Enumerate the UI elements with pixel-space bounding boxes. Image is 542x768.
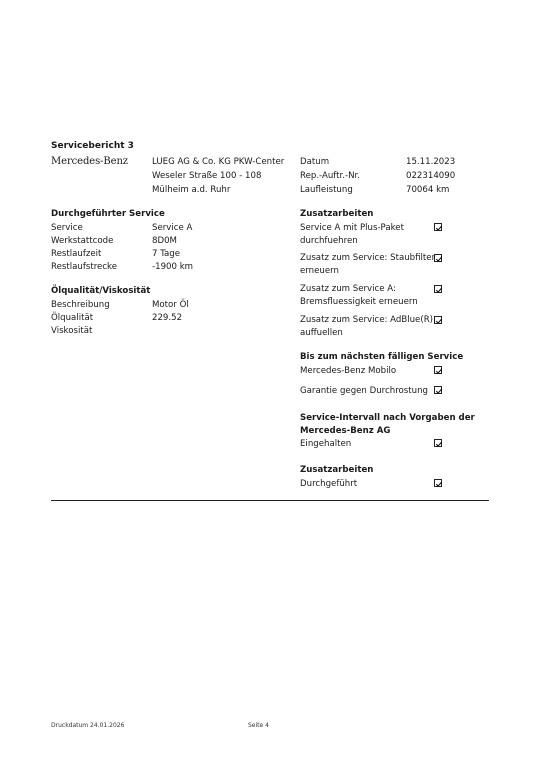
extra-item-checkbox-2[interactable] — [434, 254, 442, 262]
report-title: Servicebericht 3 — [51, 141, 134, 151]
extras2-heading: Zusatzarbeiten — [300, 465, 374, 475]
brand-wordmark: Mercedes-Benz — [51, 156, 128, 167]
remaining-time-label: Restlaufzeit — [51, 249, 102, 259]
extra-item-label-2b: erneuern — [300, 266, 339, 276]
next-service-heading: Bis zum nächsten fälligen Service — [300, 352, 464, 362]
checkmark-icon — [435, 286, 443, 294]
extra-item-label-3b: Bremsfluessigkeit erneuern — [300, 297, 418, 307]
print-date: Druckdatum 24.01.2026 — [51, 722, 125, 729]
remaining-distance-value: -1900 km — [152, 262, 194, 272]
oil-description-label: Beschreibung — [51, 300, 110, 310]
extra-item-checkbox-3[interactable] — [434, 285, 442, 293]
meta-label-mileage: Laufleistung — [300, 185, 353, 195]
checkmark-icon — [435, 480, 443, 488]
extra-item-label-4a: Zusatz zum Service: AdBlue(R) — [300, 315, 434, 325]
extra-item-checkbox-4[interactable] — [434, 316, 442, 324]
extra-item-label-2a: Zusatz zum Service: Staubfilter — [300, 253, 436, 263]
oil-viscosity-label: Viskosität — [51, 326, 93, 336]
checkmark-icon — [435, 387, 443, 395]
extra-item-checkbox-1[interactable] — [434, 223, 442, 231]
remaining-time-value: 7 Tage — [152, 249, 181, 259]
interval-kept-checkbox[interactable] — [434, 439, 442, 447]
service-heading: Durchgeführter Service — [51, 209, 165, 219]
checkmark-icon — [435, 224, 443, 232]
extras-heading: Zusatzarbeiten — [300, 209, 374, 219]
workshop-code-label: Werkstattcode — [51, 236, 114, 246]
service-value: Service A — [152, 223, 193, 233]
extra-item-label-1b: durchfuehren — [300, 236, 358, 246]
extras2-done-label: Durchgeführt — [300, 479, 358, 489]
workshop-code-value: 8D0M — [152, 236, 177, 246]
mobilo-label: Mercedes-Benz Mobilo — [300, 366, 397, 376]
dealer-street: Weseler Straße 100 - 108 — [152, 171, 262, 181]
meta-value-order: 022314090 — [406, 171, 456, 181]
extra-item-label-3a: Zusatz zum Service A: — [300, 284, 396, 294]
interval-heading-line1: Service-Intervall nach Vorgaben der — [300, 413, 475, 423]
rust-guarantee-checkbox[interactable] — [434, 386, 442, 394]
checkmark-icon — [435, 440, 443, 448]
rust-guarantee-label: Garantie gegen Durchrostung — [300, 386, 428, 396]
meta-value-mileage: 70064 km — [406, 185, 450, 195]
checkmark-icon — [435, 317, 443, 325]
extra-item-label-4b: auffuellen — [300, 328, 343, 338]
oil-quality-value: 229.52 — [152, 313, 183, 323]
meta-label-date: Datum — [300, 157, 330, 167]
section-divider — [51, 500, 489, 501]
oil-description-value: Motor Öl — [152, 300, 189, 310]
checkmark-icon — [435, 255, 443, 263]
dealer-city: Mülheim a.d. Ruhr — [152, 185, 231, 195]
oil-heading: Ölqualität/Viskosität — [51, 286, 151, 296]
meta-label-order: Rep.-Auftr.-Nr. — [300, 171, 361, 181]
oil-quality-label: Ölqualität — [51, 313, 94, 323]
mobilo-checkbox[interactable] — [434, 366, 442, 374]
meta-value-date: 15.11.2023 — [406, 157, 456, 167]
page-number: Seite 4 — [248, 722, 269, 729]
service-label: Service — [51, 223, 83, 233]
interval-heading-line2: Mercedes-Benz AG — [300, 426, 391, 436]
extras2-done-checkbox[interactable] — [434, 479, 442, 487]
interval-kept-label: Eingehalten — [300, 439, 352, 449]
extra-item-label-1a: Service A mit Plus-Paket — [300, 223, 404, 233]
dealer-name: LUEG AG & Co. KG PKW-Center — [152, 157, 285, 167]
remaining-distance-label: Restlaufstrecke — [51, 262, 118, 272]
checkmark-icon — [435, 367, 443, 375]
